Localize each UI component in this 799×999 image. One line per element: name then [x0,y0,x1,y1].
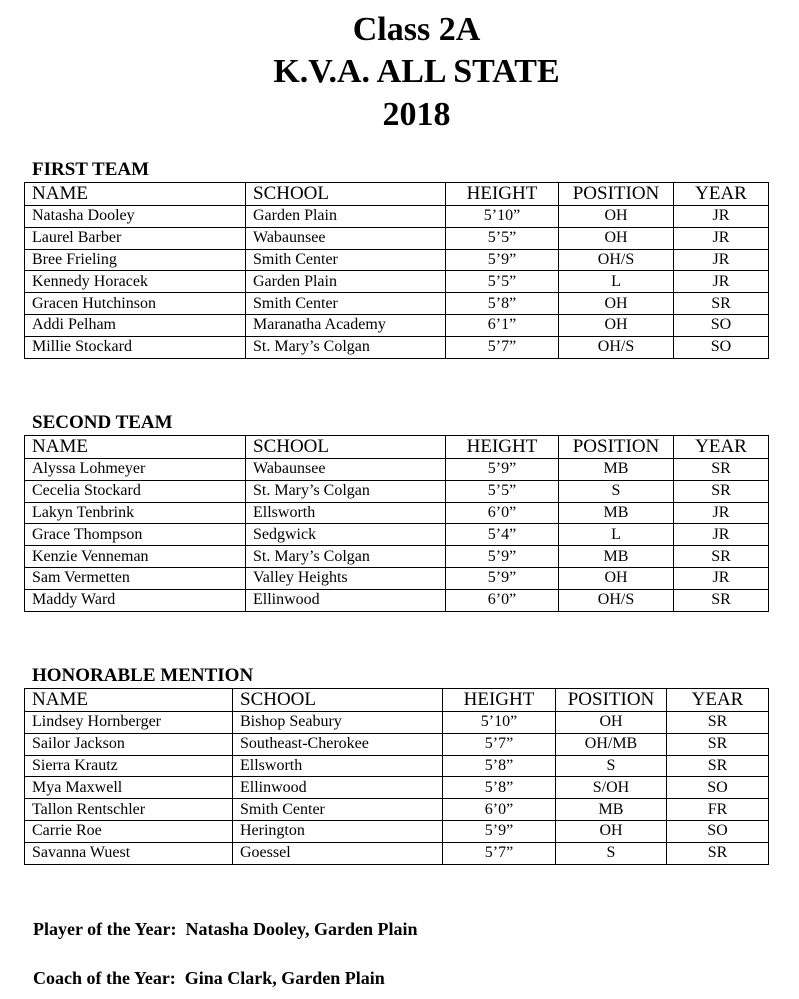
school-name-cell: Wabaunsee [246,227,446,249]
height-cell: 5’8” [443,777,556,799]
table-row [25,842,769,864]
year-cell: JR [674,227,769,249]
school-name-cell: St. Mary’s Colgan [246,546,446,568]
position-cell: S [556,755,667,777]
col-position-header: POSITION [556,689,667,712]
col-position-header: POSITION [559,436,674,459]
first-team-heading: FIRST TEAM [32,159,150,180]
height-cell: 5’7” [443,733,556,755]
col-height-header: HEIGHT [443,689,556,712]
coach-of-the-year-value: Gina Clark, Garden Plain [184,968,385,988]
coach-of-the-year-label: Coach of the Year: [33,968,176,988]
school-name-cell: Wabaunsee [246,459,446,481]
table-row [25,459,769,481]
position-cell: S/OH [556,777,667,799]
position-cell: OH [559,293,674,315]
height-cell: 5’8” [446,293,559,315]
table-row [25,502,769,524]
school-name-cell: Garden Plain [246,271,446,293]
height-cell: 5’9” [446,546,559,568]
school-name-cell: Valley Heights [246,567,446,589]
table-header-row [25,436,769,459]
table-row [25,712,769,734]
title-class: Class 2A [352,11,481,48]
height-cell: 6’0” [443,799,556,821]
position-cell: OH [556,712,667,734]
height-cell: 5’10” [446,206,559,228]
player-name-cell: Savanna Wuest [25,842,233,864]
col-name-header: NAME [25,436,246,459]
school-name-cell: Smith Center [246,293,446,315]
year-cell: JR [674,206,769,228]
second-team-table [24,435,769,612]
col-year-header: YEAR [667,689,769,712]
col-height-header: HEIGHT [446,183,559,206]
title-name: K.V.A. ALL STATE [273,53,560,90]
table-row [25,524,769,546]
height-cell: 5’9” [446,249,559,271]
player-name-cell: Sam Vermetten [25,567,246,589]
year-cell: SR [674,546,769,568]
player-name-cell: Sierra Krautz [25,755,233,777]
player-name-cell: Gracen Hutchinson [25,293,246,315]
position-cell: OH/MB [556,733,667,755]
table-row [25,480,769,502]
col-name-header: NAME [25,689,233,712]
position-cell: S [556,842,667,864]
col-school-header: SCHOOL [246,436,446,459]
school-name-cell: Herington [233,820,443,842]
honorable-mention-section [24,666,769,865]
table-row [25,567,769,589]
height-cell: 5’7” [443,842,556,864]
player-name-cell: Tallon Rentschler [25,799,233,821]
year-cell: JR [674,249,769,271]
player-of-the-year-value: Natasha Dooley, Garden Plain [185,919,418,939]
title-year: 2018 [382,96,451,133]
position-cell: OH [559,314,674,336]
year-cell: SR [674,589,769,611]
player-name-cell: Kenzie Venneman [25,546,246,568]
player-name-cell: Laurel Barber [25,227,246,249]
school-name-cell: Goessel [233,842,443,864]
coach-of-the-year [33,968,385,989]
position-cell: L [559,271,674,293]
table-row [25,227,769,249]
school-name-cell: St. Mary’s Colgan [246,480,446,502]
school-name-cell: Ellinwood [233,777,443,799]
height-cell: 5’5” [446,227,559,249]
height-cell: 5’9” [443,820,556,842]
height-cell: 5’9” [446,459,559,481]
second-team-section [24,413,769,612]
school-name-cell: St. Mary’s Colgan [246,336,446,358]
player-name-cell: Alyssa Lohmeyer [25,459,246,481]
position-cell: S [559,480,674,502]
school-name-cell: Ellinwood [246,589,446,611]
player-name-cell: Natasha Dooley [25,206,246,228]
table-row [25,206,769,228]
player-name-cell: Carrie Roe [25,820,233,842]
table-row [25,589,769,611]
player-name-cell: Addi Pelham [25,314,246,336]
col-year-header: YEAR [674,183,769,206]
table-row [25,314,769,336]
table-row [25,733,769,755]
first-team-section [24,160,769,359]
position-cell: OH [559,227,674,249]
col-position-header: POSITION [559,183,674,206]
height-cell: 5’4” [446,524,559,546]
table-header-row [25,689,769,712]
col-school-header: SCHOOL [246,183,446,206]
player-name-cell: Lindsey Hornberger [25,712,233,734]
table-row [25,755,769,777]
honorable-mention-heading: HONORABLE MENTION [32,665,254,686]
year-cell: SR [667,733,769,755]
player-name-cell: Bree Frieling [25,249,246,271]
school-name-cell: Ellsworth [246,502,446,524]
position-cell: OH/S [559,249,674,271]
col-name-header: NAME [25,183,246,206]
player-name-cell: Kennedy Horacek [25,271,246,293]
school-name-cell: Maranatha Academy [246,314,446,336]
year-cell: SR [674,480,769,502]
height-cell: 5’8” [443,755,556,777]
position-cell: L [559,524,674,546]
second-team-heading: SECOND TEAM [32,412,173,433]
position-cell: OH [559,206,674,228]
table-row [25,271,769,293]
school-name-cell: Bishop Seabury [233,712,443,734]
year-cell: SR [674,459,769,481]
year-cell: FR [667,799,769,821]
table-row [25,249,769,271]
year-cell: SO [674,314,769,336]
col-school-header: SCHOOL [233,689,443,712]
player-name-cell: Maddy Ward [25,589,246,611]
col-height-header: HEIGHT [446,436,559,459]
year-cell: SR [667,842,769,864]
height-cell: 5’5” [446,271,559,293]
height-cell: 6’0” [446,502,559,524]
school-name-cell: Smith Center [246,249,446,271]
player-of-the-year [33,919,417,940]
school-name-cell: Garden Plain [246,206,446,228]
honorable-mention-table [24,688,769,865]
height-cell: 6’0” [446,589,559,611]
player-name-cell: Sailor Jackson [25,733,233,755]
year-cell: JR [674,271,769,293]
player-name-cell: Cecelia Stockard [25,480,246,502]
table-header-row [25,183,769,206]
player-name-cell: Mya Maxwell [25,777,233,799]
position-cell: OH [556,820,667,842]
position-cell: OH [559,567,674,589]
table-row [25,293,769,315]
school-name-cell: Sedgwick [246,524,446,546]
height-cell: 5’9” [446,567,559,589]
table-row [25,820,769,842]
year-cell: JR [674,567,769,589]
year-cell: JR [674,502,769,524]
school-name-cell: Southeast-Cherokee [233,733,443,755]
table-row [25,336,769,358]
school-name-cell: Smith Center [233,799,443,821]
year-cell: SR [667,755,769,777]
position-cell: MB [556,799,667,821]
position-cell: OH/S [559,589,674,611]
player-of-the-year-label: Player of the Year: [33,919,177,939]
year-cell: SO [674,336,769,358]
year-cell: SR [667,712,769,734]
position-cell: MB [559,546,674,568]
year-cell: SR [674,293,769,315]
height-cell: 5’10” [443,712,556,734]
table-row [25,799,769,821]
year-cell: SO [667,820,769,842]
year-cell: SO [667,777,769,799]
table-row [25,777,769,799]
table-row [25,546,769,568]
player-name-cell: Millie Stockard [25,336,246,358]
position-cell: MB [559,459,674,481]
player-name-cell: Lakyn Tenbrink [25,502,246,524]
position-cell: MB [559,502,674,524]
col-year-header: YEAR [674,436,769,459]
first-team-table [24,182,769,359]
year-cell: JR [674,524,769,546]
player-name-cell: Grace Thompson [25,524,246,546]
height-cell: 6’1” [446,314,559,336]
height-cell: 5’7” [446,336,559,358]
school-name-cell: Ellsworth [233,755,443,777]
height-cell: 5’5” [446,480,559,502]
position-cell: OH/S [559,336,674,358]
